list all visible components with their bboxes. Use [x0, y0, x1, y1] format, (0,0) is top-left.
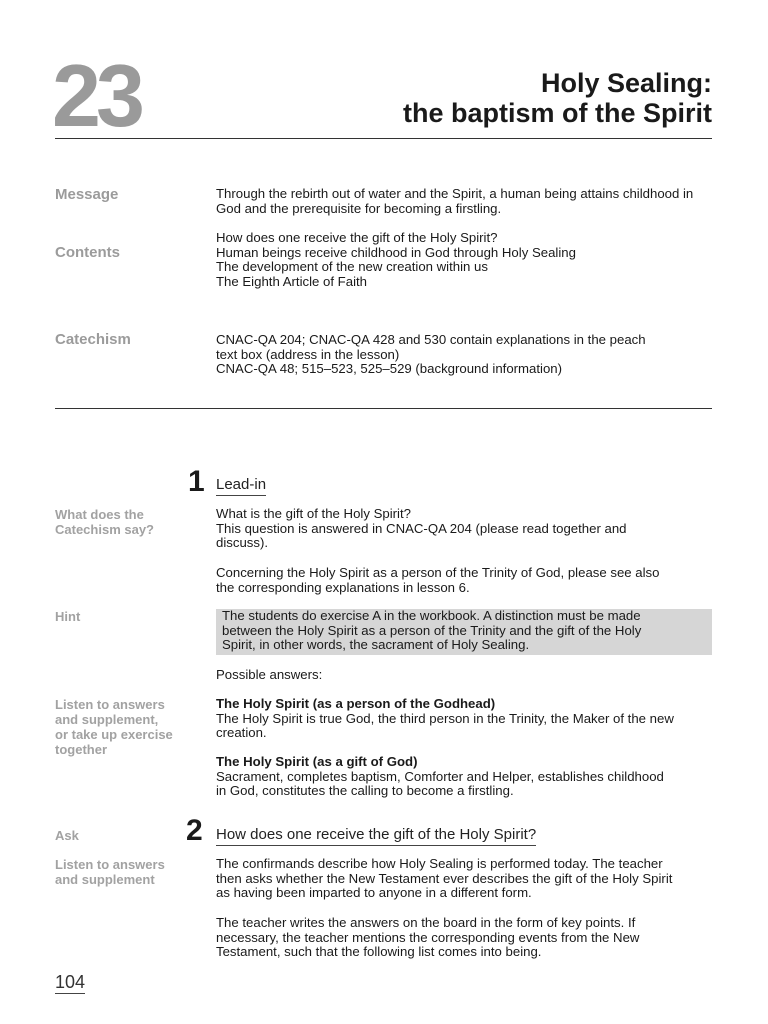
- contents-list: [216, 231, 714, 289]
- title-line-1: Holy Sealing:: [540, 68, 712, 98]
- catechism-label: Catechism: [55, 331, 131, 348]
- side-note-listen: Listen to answers and supplement, or take up exercise together: [55, 697, 173, 757]
- header-divider: [55, 138, 712, 139]
- answer-2: The Holy Spirit (as a gift of God) Sacrament, completes baptism, Comforter and Helper, establishes childhood in God, constitutes the calling to become a firstling.: [216, 755, 714, 799]
- page-number: 104: [55, 972, 86, 992]
- contents-item: Human beings receive childhood in God through Holy Sealing: [216, 244, 576, 260]
- catechism-line: CNAC-QA 204; CNAC-QA 428 and 530 contain explanations in the peach: [216, 332, 646, 347]
- message-text: Through the rebirth out of water and the Spirit, a human being attains childhood in God and the prerequisite for becoming a firstling.: [216, 186, 694, 216]
- catechism-line: text box (address in the lesson): [216, 346, 400, 362]
- title-line-2: the baptism of the Spirit: [402, 98, 712, 128]
- side-note-listen-2: Listen to answers and supplement: [55, 857, 165, 887]
- page-title: [292, 68, 712, 128]
- hint-label: Hint: [55, 609, 81, 624]
- answer-2-heading: The Holy Spirit (as a gift of God): [216, 754, 418, 769]
- answer-1-heading: The Holy Spirit (as a person of the Godhead): [216, 696, 496, 711]
- side-note-ask: Ask: [55, 828, 79, 843]
- section-1-number: 1: [188, 465, 205, 498]
- section-2-number: 2: [186, 814, 203, 847]
- section-2-para-1: The confirmands describe how Holy Sealing is performed today. The teacher then asks whether the New Testament ever describes the gift of the Holy Spirit as having been imparted to anyone in a different form.: [216, 856, 673, 901]
- catechism-line: CNAC-QA 48; 515–523, 525–529 (background information): [216, 361, 563, 377]
- possible-answers: Possible answers:: [216, 667, 323, 682]
- section-1-concerning: Concerning the Holy Spirit as a person of the Trinity of God, please see also the corresponding explanations in lesson 6.: [216, 565, 660, 595]
- answer-1: The Holy Spirit (as a person of the Godhead) The Holy Spirit is true God, the third person in the Trinity, the Maker of the new creation.: [216, 697, 714, 741]
- section-1-question: What is the gift of the Holy Spirit? This question is answered in CNAC-QA 204 (please read together and discuss).: [216, 506, 627, 551]
- chapter-number: 23: [52, 46, 140, 145]
- contents-item: The development of the new creation within us: [216, 259, 488, 275]
- section-2-para-2: The teacher writes the answers on the board in the form of key points. If necessary, the teacher mentions the corresponding events from the New Testament, such that the following list comes into being.: [216, 915, 640, 960]
- intro-divider: [55, 408, 712, 409]
- section-1-title: Lead-in: [216, 476, 266, 496]
- contents-item: The Eighth Article of Faith: [216, 273, 367, 289]
- side-note-catechism: What does the Catechism say?: [55, 507, 154, 537]
- message-label: Message: [55, 186, 119, 203]
- hint-text: The students do exercise A in the workbook. A distinction must be made between the Holy Spirit as a person of the Trinity and the gift of the Holy Spirit, in other words, the sacrament of Holy Sealing.: [222, 608, 642, 653]
- section-2-title: How does one receive the gift of the Holy Spirit?: [216, 826, 536, 846]
- contents-item: How does one receive the gift of the Holy Spirit?: [216, 230, 498, 245]
- catechism-text: [216, 333, 714, 377]
- contents-label: Contents: [55, 244, 120, 261]
